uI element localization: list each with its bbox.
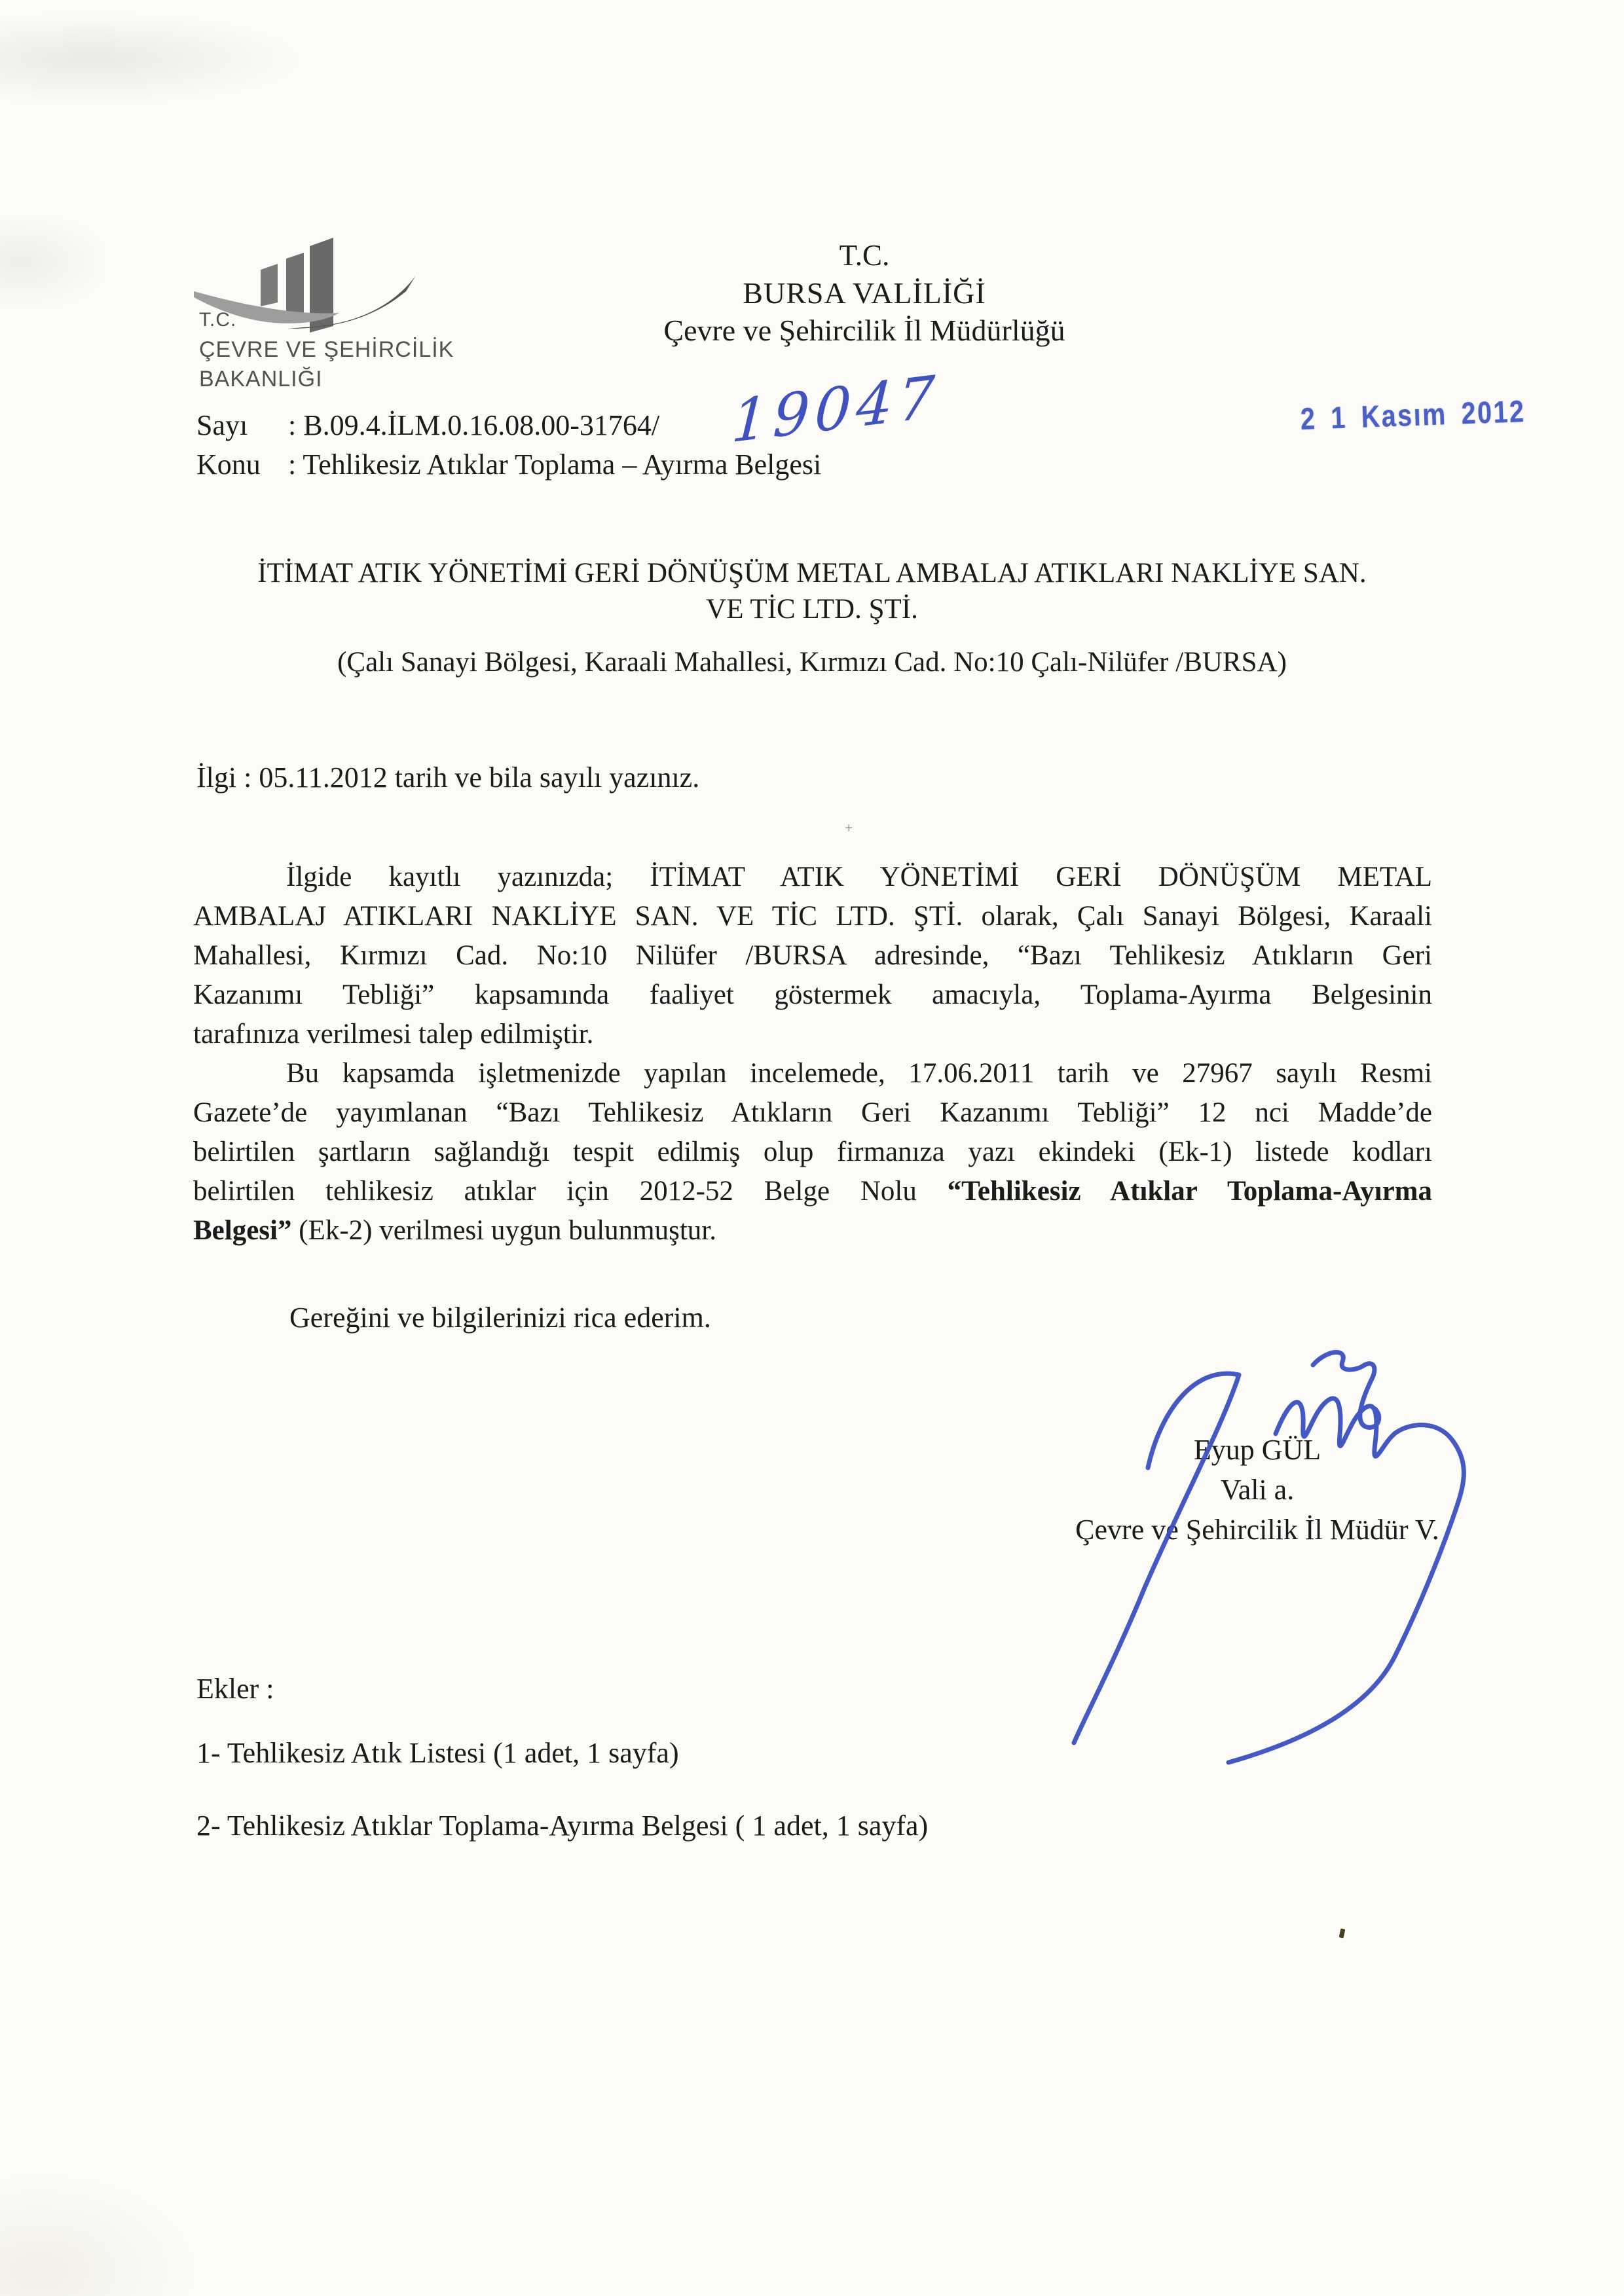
signer-title2: Çevre ve Şehircilik İl Müdür V.: [1075, 1514, 1439, 1546]
handwritten-number: 19047: [729, 362, 942, 456]
attachment-item: 1- Tehlikesiz Atık Listesi (1 adet, 1 sayfa): [196, 1737, 679, 1769]
konu-value: : Tehlikesiz Atıklar Toplama – Ayırma Belgesi: [288, 448, 822, 481]
body-text-line: belirtilen tehlikesiz atıklar için 2012-52 Belge Nolu “Tehlikesiz Atıklar Toplama-Ayırma: [193, 1176, 1432, 1207]
letterhead-tc: T.C.: [839, 239, 890, 272]
attachments-block: [196, 1669, 928, 1842]
scan-artifact: [0, 216, 105, 308]
logo-tc-label: T.C.: [199, 309, 237, 331]
attachments-list: [196, 1736, 928, 1842]
letterhead: [406, 237, 1323, 349]
body-text-line: Mahallesi, Kırmızı Cad. No:10 Nilüfer /BURSA adresinde, “Bazı Tehlikesiz Atıkların Geri: [193, 940, 1432, 971]
reference-line: İlgi : 05.11.2012 tarih ve bila sayılı yazınız.: [196, 761, 700, 793]
scan-artifact: [0, 2174, 196, 2296]
body-text-line: İlgide kayıtlı yazınızda; İTİMAT ATIK YÖNETİMİ GERİ DÖNÜŞÜM METAL: [286, 862, 1432, 892]
sayi-value: : B.09.4.İLM.0.16.08.00-31764/: [288, 409, 660, 441]
body-text-line: belirtilen şartların sağlandığı tespit edilmiş olup firmanıza yazı ekindeki (Ek-1) listede kodları: [193, 1137, 1432, 1167]
signature-ink: [1022, 1322, 1559, 1912]
body-text: [193, 858, 1432, 1250]
body-text-line: Bu kapsamda işletmenizde yapılan incelemede, 17.06.2011 tarih ve 27967 sayılı Resmi: [286, 1058, 1432, 1089]
konu-row: [196, 445, 821, 484]
scan-artifact: [1339, 1928, 1346, 1938]
recipient-name-line2: VE TİC LTD. ŞTİ.: [706, 594, 918, 625]
document-meta: [196, 406, 821, 484]
signer-title1: Vali a.: [1220, 1474, 1295, 1506]
body-text-line: Belgesi” (Ek-2) verilmesi uygun bulunmuştur.: [193, 1215, 716, 1246]
body-text-line: tarafınıza verilmesi talep edilmiştir.: [193, 1019, 594, 1049]
body-text-line: Kazanımı Tebliği” kapsamında faaliyet göstermek amacıyla, Toplama-Ayırma Belgesinin: [193, 979, 1432, 1010]
signature-block: [995, 1430, 1519, 1550]
signer-name: Eyup GÜL: [1193, 1434, 1321, 1466]
konu-label: Konu: [196, 448, 261, 481]
body-text-line: AMBALAJ ATIKLARI NAKLİYE SAN. VE TİC LTD. ŞTİ. olarak, Çalı Sanayi Bölgesi, Karaali: [193, 901, 1432, 932]
letterhead-title: BURSA VALİLİĞİ: [743, 276, 986, 310]
attachments-label: Ekler :: [196, 1673, 274, 1705]
recipient-block: [92, 555, 1532, 680]
recipient-address: (Çalı Sanayi Bölgesi, Karaali Mahallesi, Kırmızı Cad. No:10 Çalı-Nilüfer /BURSA): [337, 647, 1287, 678]
sayi-row: [196, 406, 821, 445]
logo-ministry-line1: ÇEVRE VE ŞEHİRCİLİK: [199, 337, 454, 362]
date-stamp: 2 1 Kasım 2012: [1300, 393, 1526, 436]
sayi-label: Sayı: [196, 409, 248, 441]
letterhead-subtitle: Çevre ve Şehircilik İl Müdürlüğü: [663, 314, 1065, 347]
body-text-line: Gazete’de yayımlanan “Bazı Tehlikesiz Atıkların Geri Kazanımı Tebliği” 12 nci Madde’de: [193, 1097, 1432, 1128]
closing-line: Gereğini ve bilgilerinizi rica ederim.: [289, 1302, 711, 1334]
attachment-item: 2- Tehlikesiz Atıklar Toplama-Ayırma Belgesi ( 1 adet, 1 sayfa): [196, 1810, 929, 1842]
recipient-name-line1: İTİMAT ATIK YÖNETİMİ GERİ DÖNÜŞÜM METAL AMBALAJ ATIKLARI NAKLİYE SAN.: [257, 558, 1367, 589]
scan-artifact: [0, 13, 301, 105]
scan-artifact: +: [845, 820, 853, 836]
logo-ministry-line2: BAKANLIĞI: [199, 367, 323, 392]
